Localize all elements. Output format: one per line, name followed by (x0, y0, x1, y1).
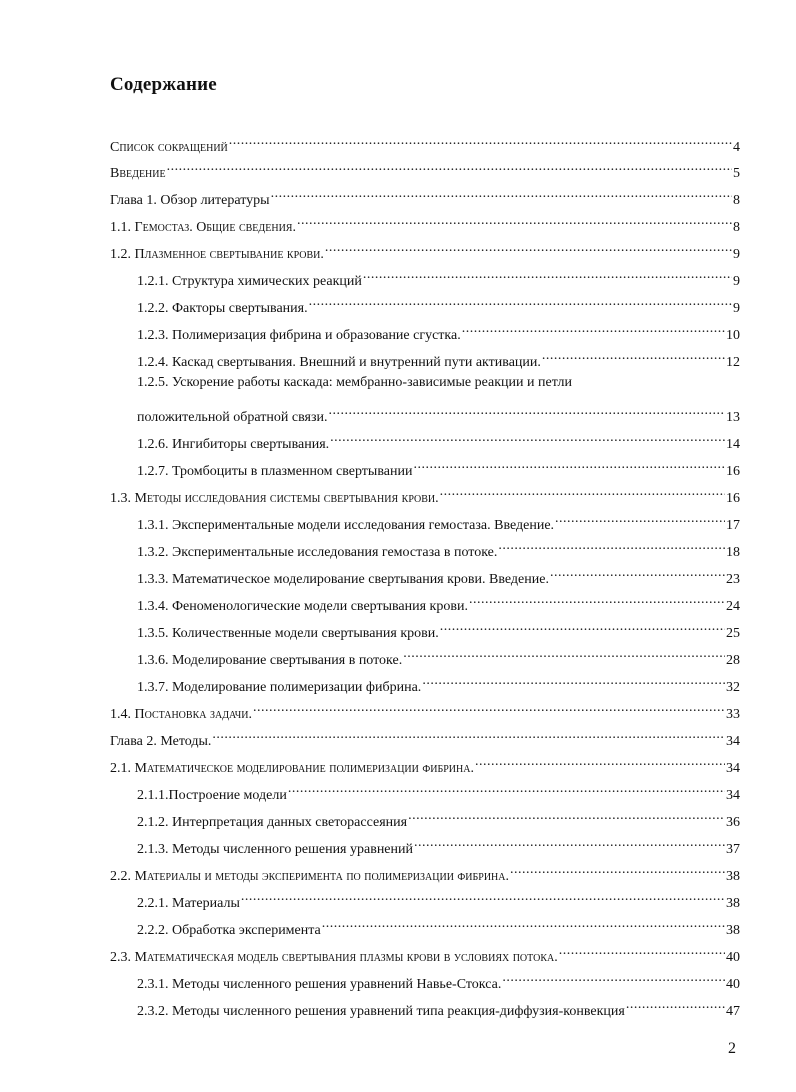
toc-entry-page: 36 (726, 815, 740, 830)
toc-entry[interactable] (110, 184, 740, 208)
dot-leader (626, 995, 725, 1015)
dot-leader (229, 131, 732, 151)
toc-entry[interactable] (110, 238, 740, 262)
dot-leader (322, 914, 725, 934)
toc-entry-page: 24 (726, 599, 740, 614)
toc-entry-page: 9 (733, 301, 740, 316)
toc-entry[interactable] (137, 428, 740, 452)
toc-entry-page: 34 (726, 788, 740, 803)
toc-entry-label: 1.2.7. Тромбоциты в плазменном свертывании (137, 464, 413, 479)
toc-entry[interactable] (137, 644, 740, 668)
toc-entry-label: 2.2.2. Обработка эксперимента (137, 923, 321, 938)
dot-leader (550, 563, 725, 583)
toc-entry-page: 9 (733, 247, 740, 262)
toc-entry-label: 2.1. Математическое моделирование полимеризации фибрина. (110, 761, 474, 776)
toc-entry-page: 38 (726, 869, 740, 884)
toc-entry-page: 4 (733, 140, 740, 155)
toc-entry-page: 23 (726, 572, 740, 587)
toc-entry-label: 1.3.2. Экспериментальные исследования гемостаза в потоке. (137, 545, 498, 560)
toc-entry-page: 40 (726, 977, 740, 992)
toc-entry-page: 28 (726, 653, 740, 668)
toc-entry-label: Список сокращений (110, 140, 228, 155)
toc-entry-label: 1.3.6. Моделирование свертывания в потоке. (137, 653, 403, 668)
toc-entry[interactable] (137, 968, 740, 992)
dot-leader (414, 833, 725, 853)
toc-entry[interactable] (137, 563, 740, 587)
toc-entry[interactable] (110, 698, 740, 722)
toc-entry-label: 1.3.4. Феноменологические модели свертывания крови. (137, 599, 468, 614)
dot-leader (241, 887, 725, 907)
dot-leader (271, 184, 732, 204)
toc-entry-page: 8 (733, 193, 740, 208)
toc-entry[interactable] (110, 860, 740, 884)
toc-entry[interactable] (137, 833, 740, 857)
toc-entry[interactable] (137, 455, 740, 479)
toc-entry[interactable] (137, 401, 740, 425)
toc-entry-label: 1.3.7. Моделирование полимеризации фибрина. (137, 680, 422, 695)
toc-entry-page: 14 (726, 437, 740, 452)
toc-entry[interactable] (110, 941, 740, 965)
toc-entry-label: 1.2. Плазменное свертывание крови. (110, 247, 324, 262)
dot-leader (510, 860, 725, 880)
toc-entry-label: 1.2.3. Полимеризация фибрина и образование сгустка. (137, 328, 461, 343)
toc-entry-page: 12 (726, 355, 740, 370)
dot-leader (440, 482, 725, 502)
dot-leader (559, 941, 725, 961)
dot-leader (325, 238, 732, 258)
toc-entry[interactable] (137, 887, 740, 911)
toc-entry-label: 2.3. Математическая модель свертывания плазмы крови в условиях потока. (110, 950, 558, 965)
toc-entry-page: 16 (726, 464, 740, 479)
toc-entry-page: 9 (733, 274, 740, 289)
toc-entry[interactable] (137, 319, 740, 343)
toc-entry[interactable] (137, 779, 740, 803)
toc-entry-label: 2.2. Материалы и методы эксперимента по полимеризации фибрина. (110, 869, 510, 884)
toc-entry-page: 5 (733, 166, 740, 181)
toc-entry-page: 34 (726, 734, 740, 749)
toc-entry-label: 2.3.2. Методы численного решения уравнений типа реакция-диффузия-конвекция (137, 1004, 625, 1019)
toc-entry[interactable] (137, 509, 740, 533)
dot-leader (462, 319, 725, 339)
toc-entry-page: 37 (726, 842, 740, 857)
toc-entry[interactable] (137, 265, 740, 289)
dot-leader (498, 536, 725, 556)
dot-leader (502, 968, 725, 988)
toc-entry-label: 1.4. Постановка задачи. (110, 707, 252, 722)
dot-leader (440, 617, 725, 637)
dot-leader (309, 292, 732, 312)
dot-leader (328, 401, 725, 421)
toc-entry-page: 34 (726, 761, 740, 776)
toc-entry-label: 2.1.2. Интерпретация данных светорассеяния (137, 815, 408, 830)
toc-entry-label: 1.3. Методы исследования системы свертывания крови. (110, 491, 439, 506)
dot-leader (212, 725, 725, 745)
dot-leader (297, 211, 732, 231)
toc-entry-page: 16 (726, 491, 740, 506)
toc-entry-page: 10 (726, 328, 740, 343)
dot-leader (422, 671, 725, 691)
dot-leader (475, 752, 725, 772)
toc-entry[interactable] (137, 590, 740, 614)
dot-leader (403, 644, 725, 664)
toc-entry-label: 1.3.3. Математическое моделирование свертывания крови. Введение. (137, 572, 549, 587)
toc-entry-label: 1.1. Гемостаз. Общие сведения. (110, 220, 296, 235)
dot-leader (408, 806, 725, 826)
toc-entry-label: 2.1.3. Методы численного решения уравнений (137, 842, 414, 857)
toc-entry-label: 1.3.5. Количественные модели свертывания крови. (137, 626, 439, 641)
page-title: Содержание (110, 74, 217, 95)
toc-entry-label: 1.2.1. Структура химических реакций (137, 274, 362, 289)
toc-entry-page: 18 (726, 545, 740, 560)
dot-leader (469, 590, 725, 610)
toc-entry[interactable] (110, 725, 740, 749)
toc-entry-label: Глава 1. Обзор литературы (110, 193, 270, 208)
toc-entry[interactable] (137, 806, 740, 830)
toc-entry-label: Введение (110, 166, 166, 181)
toc-entry-label-line1[interactable]: 1.2.5. Ускорение работы каскада: мембранно-зависимые реакции и петли (137, 375, 572, 390)
toc-entry[interactable] (110, 211, 740, 235)
page-number: 2 (728, 1040, 736, 1057)
dot-leader (363, 265, 732, 285)
toc-entry[interactable] (110, 482, 740, 506)
toc-entry[interactable] (110, 752, 740, 776)
dot-leader (330, 428, 725, 448)
toc-entry-page: 40 (726, 950, 740, 965)
toc-entry-page: 13 (726, 410, 740, 425)
toc-entry[interactable] (137, 292, 740, 316)
dot-leader (253, 698, 725, 718)
toc-entry-label: 1.2.2. Факторы свертывания. (137, 301, 308, 316)
toc-entry[interactable] (137, 346, 740, 370)
toc-entry-page: 32 (726, 680, 740, 695)
dot-leader (555, 509, 725, 529)
toc-entry-label: Глава 2. Методы. (110, 734, 212, 749)
dot-leader (288, 779, 725, 799)
toc-entry-page: 47 (726, 1004, 740, 1019)
toc-entry[interactable] (110, 131, 740, 155)
toc-entry-label: 1.3.1. Экспериментальные модели исследования гемостаза. Введение. (137, 518, 555, 533)
toc-entry-page: 17 (726, 518, 740, 533)
dot-leader (542, 346, 725, 366)
toc-entry[interactable] (137, 995, 740, 1019)
toc-entry-page: 33 (726, 707, 740, 722)
toc-entry-page: 25 (726, 626, 740, 641)
dot-leader (413, 455, 725, 475)
toc-entry-label: 1.2.6. Ингибиторы свертывания. (137, 437, 330, 452)
toc-entry-label: 2.1.1.Построение модели (137, 788, 287, 803)
toc-entry[interactable] (137, 671, 740, 695)
toc-entry-page: 38 (726, 923, 740, 938)
toc-entry[interactable] (137, 617, 740, 641)
toc-entry-label: 2.2.1. Материалы (137, 896, 240, 911)
toc-entry[interactable] (110, 157, 740, 181)
toc-entry-label: положительной обратной связи. (137, 410, 328, 425)
toc-entry[interactable] (137, 914, 740, 938)
toc-entry-label: 1.2.4. Каскад свертывания. Внешний и внутренний пути активации. (137, 355, 541, 370)
toc-entry[interactable] (137, 536, 740, 560)
dot-leader (167, 157, 732, 177)
toc-entry-label: 2.3.1. Методы численного решения уравнений Навье-Стокса. (137, 977, 502, 992)
toc-entry-page: 38 (726, 896, 740, 911)
toc-entry-page: 8 (733, 220, 740, 235)
